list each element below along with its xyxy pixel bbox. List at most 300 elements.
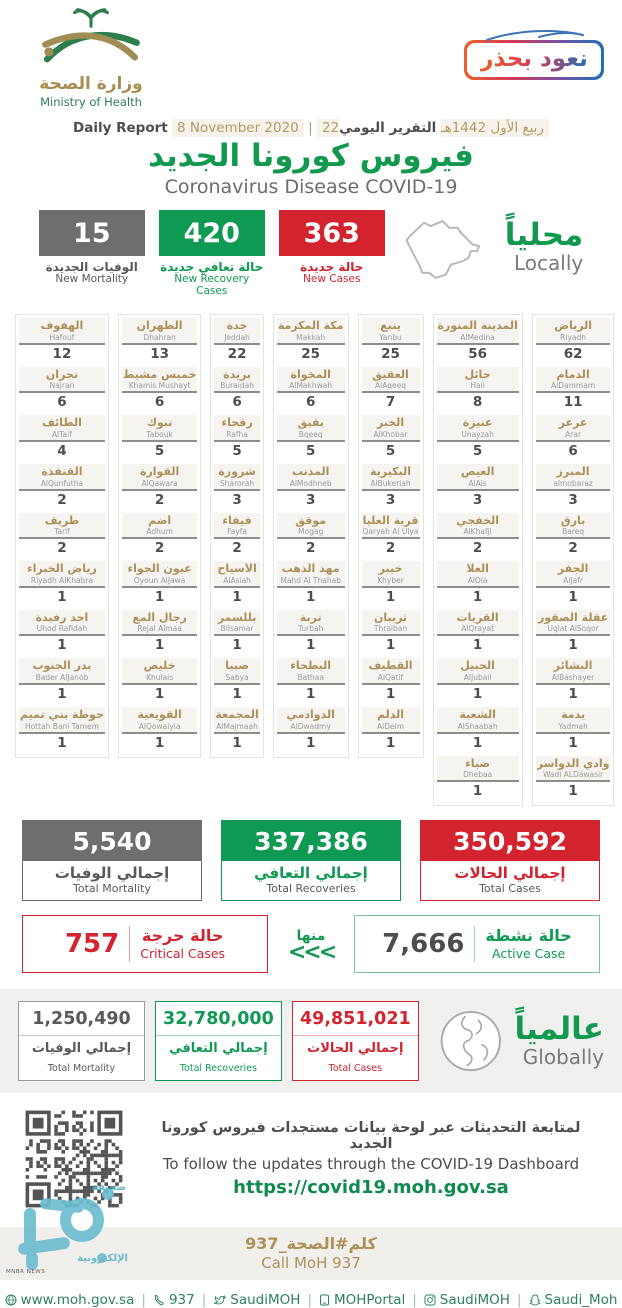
twitter-link[interactable]: SaudiMOH	[213, 1292, 300, 1308]
city-column	[273, 314, 349, 758]
city-case-count: 6	[305, 394, 316, 411]
total-recoveries-value: 337,386	[222, 821, 400, 861]
city-name-arabic: القطيف	[368, 660, 413, 673]
city-case-count: 1	[154, 588, 165, 605]
city-name-english: Tarif	[54, 527, 70, 537]
city-name-arabic: خليص	[143, 660, 176, 673]
separator: |	[201, 1291, 207, 1308]
city-name-box	[19, 610, 105, 637]
city-case-cell	[362, 415, 420, 462]
city-case-count: 6	[57, 394, 67, 411]
snapchat-icon	[529, 1294, 541, 1306]
total-mortality-label-en: Total Mortality	[73, 882, 151, 896]
header	[0, 0, 622, 118]
city-name-english: Bllsamar	[220, 624, 254, 634]
city-name-box	[214, 707, 259, 734]
city-name-english: Bqeeq	[298, 429, 323, 439]
city-case-count: 3	[472, 491, 483, 508]
city-case-count: 1	[568, 637, 578, 654]
city-name-english: Tabouk	[146, 429, 173, 439]
city-name-english: AlKhobar	[373, 429, 408, 439]
local-totals-row	[22, 820, 600, 901]
city-name-arabic: ينبع	[380, 320, 401, 332]
city-name-arabic: القريات	[456, 611, 499, 624]
city-name-arabic: بريدة	[223, 368, 252, 381]
city-name-box	[214, 513, 259, 540]
locally-heading-en: Locally	[514, 251, 584, 275]
city-case-cell	[122, 415, 197, 462]
city-name-box	[214, 415, 259, 442]
total-mortality-box	[22, 820, 202, 901]
city-name-box	[437, 415, 519, 442]
city-name-box	[19, 561, 105, 588]
city-case-count: 3	[232, 491, 242, 508]
city-name-arabic: الشعبة	[459, 709, 496, 722]
city-name-box	[277, 464, 345, 491]
city-name-english: AlQowaiyia	[138, 721, 181, 731]
city-name-english: AlMajmaah	[216, 721, 258, 731]
locally-heading-ar: محلياً	[504, 217, 584, 253]
city-name-box	[277, 513, 345, 540]
city-name-arabic: رفحاء	[221, 417, 253, 430]
city-name-box	[437, 658, 519, 685]
active-cases-label-en: Active Case	[492, 946, 566, 962]
city-name-box	[214, 464, 259, 491]
city-case-cell	[19, 561, 105, 608]
city-case-cell	[214, 367, 259, 414]
city-case-count: 62	[563, 345, 583, 362]
snapchat-link[interactable]: Saudi_Moh	[529, 1292, 618, 1308]
city-case-cell	[437, 707, 519, 754]
globally-heading-ar: عالمياً	[514, 1010, 604, 1047]
global-recoveries-value: 32,780,000	[163, 1009, 274, 1030]
city-name-english: Sharorah	[220, 478, 255, 488]
new-cases-label-en: New Cases	[303, 273, 361, 285]
city-name-english: Qaryah Al Ulya	[362, 527, 419, 537]
city-column	[433, 314, 523, 806]
city-case-cell	[437, 658, 519, 705]
city-case-cell	[536, 513, 611, 560]
separator: |	[516, 1291, 522, 1308]
new-mortality-stat	[39, 210, 145, 286]
city-name-arabic: يدمة	[561, 709, 586, 722]
city-case-count: 1	[57, 588, 67, 605]
city-name-box	[536, 610, 611, 637]
new-recovery-label-ar: حالة تعافي جديدة	[160, 260, 264, 274]
city-case-count: 6	[232, 394, 242, 411]
city-cases-grid	[15, 314, 610, 806]
city-case-count: 4	[57, 442, 67, 459]
active-cases-value: 7,666	[382, 929, 465, 960]
moh-emblem-icon	[35, 8, 147, 72]
city-name-arabic: بدر الجنوب	[32, 660, 92, 673]
city-case-count: 1	[57, 734, 67, 751]
city-case-cell	[19, 658, 105, 705]
city-case-cell	[362, 464, 420, 511]
city-case-cell	[536, 756, 611, 803]
city-name-arabic: الرياض	[554, 320, 592, 332]
date-separator: |	[308, 120, 313, 136]
city-name-english: Uhod Rafidah	[36, 624, 88, 634]
city-name-arabic: الدلم	[377, 709, 405, 722]
city-name-english: Hafouf	[49, 332, 75, 342]
city-case-cell	[122, 367, 197, 414]
city-name-english: Sabya	[225, 673, 249, 683]
city-name-box	[536, 707, 611, 734]
city-name-box	[122, 464, 197, 491]
city-case-cell	[437, 464, 519, 511]
new-cases-stat	[279, 210, 385, 286]
city-name-arabic: العيص	[460, 465, 495, 478]
city-name-english: AlMakhwah	[289, 381, 333, 391]
city-name-english: Khulais	[146, 673, 174, 683]
city-name-arabic: بقيق	[297, 417, 324, 430]
global-cases-label-ar: إجمالي الحالات	[307, 1041, 404, 1057]
city-name-arabic: القوارة	[139, 465, 180, 478]
city-case-count: 1	[232, 686, 242, 703]
total-cases-value: 350,592	[421, 821, 599, 861]
city-case-cell	[536, 707, 611, 754]
city-name-box	[536, 561, 611, 588]
city-name-english: AlDelm	[377, 721, 405, 731]
city-case-cell	[536, 658, 611, 705]
city-case-cell	[362, 610, 420, 657]
city-case-cell	[19, 415, 105, 462]
city-case-cell	[122, 707, 197, 754]
city-case-count: 1	[568, 734, 578, 751]
watermark-sahifa: صحيفة	[91, 1182, 126, 1193]
city-name-arabic: المذنب	[291, 465, 330, 478]
city-name-box	[277, 707, 345, 734]
globally-heading	[514, 1010, 604, 1069]
phone-icon	[153, 1294, 165, 1306]
city-name-box	[122, 561, 197, 588]
city-name-english: Fayfa	[227, 527, 248, 537]
city-name-arabic: البطحاء	[290, 660, 332, 673]
globe-icon	[5, 1294, 17, 1306]
city-case-cell	[277, 707, 345, 754]
global-mortality-label-ar: إجمالي الوفيات	[31, 1041, 132, 1057]
city-name-arabic: تبوك	[146, 417, 173, 430]
city-case-count: 2	[472, 540, 483, 557]
city-case-count: 1	[472, 686, 483, 703]
city-name-box	[19, 464, 105, 491]
watermark-mnbr-news: MNBR NEWS	[6, 1269, 46, 1275]
city-name-arabic: الأسياح	[217, 563, 257, 576]
city-name-box	[536, 367, 611, 394]
city-name-english: Hottah Bani Tamem	[24, 721, 99, 731]
city-case-count: 2	[232, 540, 242, 557]
city-case-cell	[277, 561, 345, 608]
city-name-english: Buraidah	[220, 381, 254, 391]
city-name-arabic: القويعية	[137, 709, 182, 722]
new-cases-value: 363	[279, 210, 385, 256]
city-name-box	[437, 561, 519, 588]
city-name-box	[277, 561, 345, 588]
city-name-arabic: مكة المكرمة	[277, 320, 344, 332]
city-case-cell	[437, 513, 519, 560]
phone-link[interactable]: 937	[153, 1292, 195, 1308]
city-case-count: 1	[232, 588, 242, 605]
city-name-english: AlJubail	[463, 673, 492, 683]
city-case-cell	[277, 610, 345, 657]
city-case-count: 1	[305, 734, 316, 751]
city-case-cell	[122, 513, 197, 560]
city-case-cell	[214, 318, 259, 365]
of-which-label: منها	[296, 927, 326, 944]
city-name-box	[536, 658, 611, 685]
divider	[129, 926, 130, 962]
total-recoveries-label-ar: إجمالي التعافي	[254, 864, 368, 883]
locally-heading	[505, 210, 583, 275]
total-recoveries-label-en: Total Recoveries	[266, 882, 356, 896]
city-case-count: 1	[568, 588, 578, 605]
city-name-box	[19, 318, 105, 345]
daily-report-label-ar: التقرير اليومي	[339, 120, 437, 136]
city-name-english: AlOla	[467, 575, 488, 585]
critical-cases-label-en: Critical Cases	[140, 946, 226, 962]
city-case-cell	[277, 415, 345, 462]
new-recovery-label-en: New Recovery Cases	[174, 273, 250, 297]
global-mortality-value: 1,250,490	[32, 1009, 131, 1030]
watermark-electronic: الإلكترونية	[77, 1253, 128, 1264]
city-name-arabic: فيفاء	[222, 514, 252, 527]
city-name-box	[19, 415, 105, 442]
city-name-box	[536, 415, 611, 442]
city-name-arabic: العقيق	[372, 368, 409, 381]
city-name-arabic: موقق	[295, 514, 327, 527]
city-name-box	[437, 464, 519, 491]
city-name-box	[214, 367, 259, 394]
city-name-box	[437, 610, 519, 637]
city-case-cell	[277, 367, 345, 414]
city-case-count: 1	[472, 734, 483, 751]
city-name-arabic: المبرز	[556, 465, 590, 478]
city-case-cell	[19, 318, 105, 365]
city-case-cell	[19, 610, 105, 657]
moh-name-english: Ministry of Health	[40, 94, 142, 109]
total-cases-label-en: Total Cases	[479, 882, 541, 896]
city-name-english: Riyadh	[560, 332, 587, 342]
city-case-cell	[437, 415, 519, 462]
city-name-english: Yadmah	[558, 721, 588, 731]
saudi-map-icon	[399, 210, 491, 294]
dashboard-note-ar: لمتابعة التحديثات عبر لوحة بيانات مستجدات فيروس كورونا الجديد	[161, 1119, 581, 1152]
left-arrows-icon: <<<	[287, 939, 335, 965]
city-name-arabic: حوطة بني تميم	[20, 709, 104, 722]
city-case-cell	[214, 464, 259, 511]
city-case-cell	[214, 561, 259, 608]
city-case-count: 8	[472, 394, 483, 411]
city-name-arabic: بللسمر	[217, 611, 257, 624]
city-name-arabic: الطائف	[41, 417, 82, 430]
badge-text: نعود بحذر	[480, 46, 588, 72]
city-name-arabic: عرعر	[558, 417, 588, 430]
active-cases-box	[354, 915, 600, 973]
city-name-arabic: الخبر	[376, 417, 405, 430]
city-name-arabic: الهفوف	[40, 320, 84, 332]
city-name-arabic: أضم	[148, 514, 172, 527]
city-name-english: Oyoun AlJawa	[133, 575, 186, 585]
city-case-count: 6	[154, 394, 165, 411]
twitter-icon	[213, 1294, 226, 1306]
city-case-count: 25	[301, 345, 321, 362]
page-title-english: Coronavirus Disease COVID-19	[164, 176, 458, 198]
city-name-arabic: أحد رفيدة	[35, 611, 89, 624]
city-name-box	[214, 318, 259, 345]
city-name-english: Bathaa	[297, 673, 324, 683]
city-case-count: 1	[232, 637, 242, 654]
city-name-box	[362, 464, 420, 491]
new-recovery-value: 420	[159, 210, 265, 256]
city-name-box	[122, 367, 197, 394]
city-name-english: AlQrayat	[461, 624, 495, 634]
city-column	[532, 314, 615, 806]
city-name-box	[277, 658, 345, 685]
city-name-box	[277, 415, 345, 442]
city-column	[210, 314, 263, 758]
city-name-box	[122, 513, 197, 540]
city-case-count: 1	[385, 686, 396, 703]
city-case-cell	[536, 561, 611, 608]
city-name-arabic: العلا	[466, 563, 489, 576]
city-name-box	[437, 756, 519, 783]
city-name-arabic: خميس مشيط	[122, 368, 197, 381]
city-case-count: 1	[472, 783, 483, 800]
mnbr-news-watermark	[4, 1180, 132, 1276]
city-case-cell	[437, 756, 519, 803]
moh-logo	[26, 8, 156, 109]
city-name-english: Uqlat AlSoqor	[547, 624, 599, 634]
city-name-english: Bareq	[562, 527, 585, 537]
date-gregorian: 8 November 2020	[172, 119, 304, 137]
city-case-count: 1	[154, 734, 165, 751]
dashboard-note-en: To follow the updates through the COVID-19 Dashboard	[162, 1154, 580, 1173]
city-name-arabic: الدمام	[556, 368, 590, 381]
city-case-count: 5	[305, 442, 316, 459]
return-with-caution-badge	[464, 28, 604, 80]
city-name-box	[19, 658, 105, 685]
separator: |	[307, 1291, 312, 1308]
city-case-count: 2	[57, 491, 67, 508]
city-name-english: Riyadh AlKhabra	[30, 575, 94, 585]
city-case-cell	[214, 658, 259, 705]
city-case-cell	[536, 415, 611, 462]
city-case-count: 1	[57, 637, 67, 654]
city-name-arabic: ثريبان	[373, 611, 408, 624]
city-case-cell	[122, 561, 197, 608]
total-mortality-label-ar: إجمالي الوفيات	[54, 864, 170, 883]
city-name-arabic: الظهران	[136, 320, 183, 332]
city-case-cell	[362, 561, 420, 608]
city-name-arabic: البكيرية	[370, 465, 411, 478]
city-name-box	[536, 464, 611, 491]
city-name-english: Thraiban	[373, 624, 408, 634]
city-name-box	[277, 610, 345, 637]
city-case-cell	[122, 318, 197, 365]
city-name-arabic: الجبيل	[460, 660, 495, 673]
new-recovery-stat	[159, 210, 265, 297]
city-case-count: 1	[154, 686, 165, 703]
city-name-arabic: حائل	[464, 368, 491, 381]
city-name-arabic: رجال ألمع	[132, 611, 187, 624]
city-case-count: 1	[305, 588, 316, 605]
total-mortality-value: 5,540	[23, 821, 201, 861]
city-name-english: Yanbu	[379, 332, 402, 342]
globe-icon	[437, 1005, 505, 1077]
city-name-arabic: بارق	[560, 514, 586, 527]
city-case-cell	[122, 610, 197, 657]
instagram-link[interactable]: SaudiMOH	[424, 1292, 510, 1308]
city-name-box	[19, 367, 105, 394]
city-name-english: AlTaif	[52, 429, 72, 439]
city-case-cell	[536, 610, 611, 657]
city-name-english: Hail	[470, 381, 485, 391]
city-name-arabic: عيون الجواء	[127, 563, 192, 576]
city-case-count: 12	[52, 345, 72, 362]
city-name-arabic: القنفذة	[41, 465, 83, 478]
city-case-count: 6	[568, 442, 578, 459]
city-case-cell	[214, 513, 259, 560]
globally-heading-en: Globally	[522, 1044, 604, 1069]
city-name-arabic: خيبر	[378, 563, 403, 576]
city-name-box	[437, 367, 519, 394]
moh-portal-link[interactable]: MOHPortal	[319, 1292, 405, 1308]
city-case-cell	[214, 610, 259, 657]
city-name-english: AlQatif	[377, 673, 404, 683]
city-name-english: AlMedina	[460, 332, 495, 342]
city-name-arabic: رياض الخبراء	[27, 563, 97, 576]
city-case-count: 5	[472, 442, 483, 459]
city-name-arabic: الخفجي	[456, 514, 500, 527]
city-case-cell	[277, 513, 345, 560]
city-name-arabic: وادي الدواسر	[536, 757, 610, 770]
city-name-english: AlDwadmy	[290, 721, 331, 731]
city-name-box	[122, 610, 197, 637]
global-mortality-box	[18, 1001, 145, 1080]
city-case-count: 1	[568, 783, 578, 800]
global-recoveries-box	[155, 1001, 282, 1080]
city-case-count: 11	[563, 394, 583, 411]
city-case-count: 2	[305, 540, 316, 557]
city-name-english: Rafha	[226, 429, 248, 439]
city-name-box	[214, 561, 259, 588]
moh-name-arabic: وزارة الصحة	[39, 74, 143, 94]
website-link[interactable]: www.moh.gov.sa	[5, 1292, 135, 1308]
city-name-english: AlQawara	[141, 478, 178, 488]
city-name-english: AlDammam	[551, 381, 596, 391]
city-name-box	[362, 561, 420, 588]
city-name-arabic: شرورة	[218, 465, 256, 478]
dashboard-url-link[interactable]: https://covid19.moh.gov.sa	[233, 1176, 509, 1198]
city-name-english: Makkah	[296, 332, 326, 342]
city-case-count: 1	[232, 734, 242, 751]
city-case-cell	[122, 464, 197, 511]
city-case-cell	[19, 707, 105, 754]
city-name-box	[122, 415, 197, 442]
city-name-english: Turbah	[297, 624, 324, 634]
city-case-count: 5	[385, 442, 396, 459]
city-name-english: Arar	[565, 429, 582, 439]
city-name-box	[19, 707, 105, 734]
city-name-arabic: تربة	[299, 611, 322, 624]
global-mortality-label-en: Total Mortality	[47, 1063, 116, 1075]
city-name-box	[437, 707, 519, 734]
city-name-english: Khamis Mushayt	[128, 381, 191, 391]
city-name-english: AlJafr	[563, 575, 583, 585]
city-name-english: AlModhneb	[289, 478, 332, 488]
city-case-cell	[437, 367, 519, 414]
